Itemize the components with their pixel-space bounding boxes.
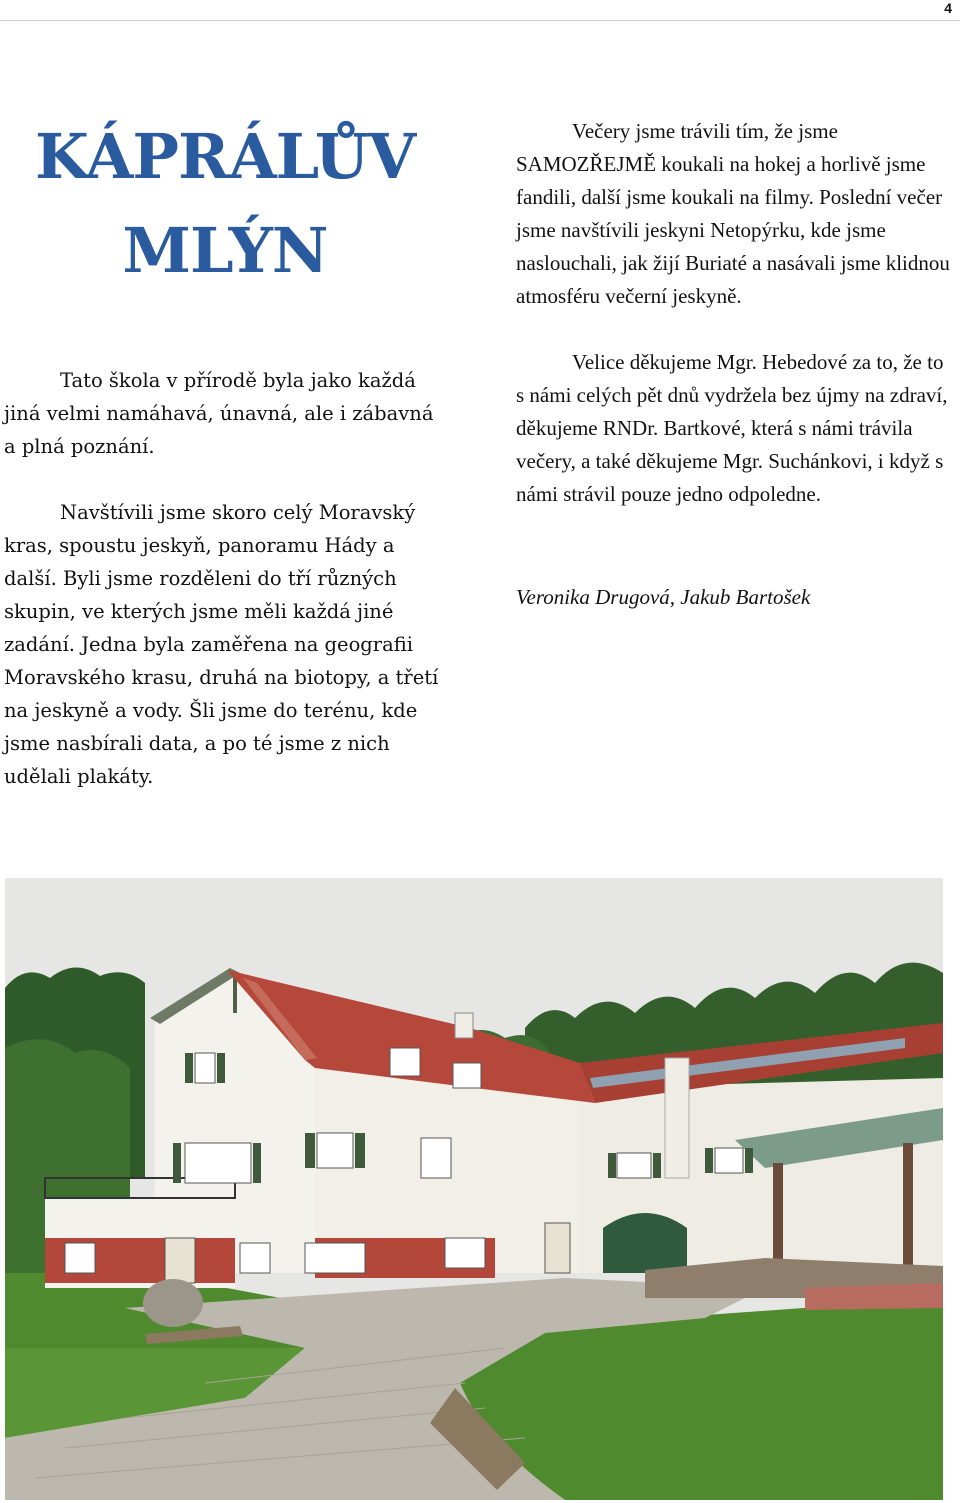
title-line-2: MLÝN	[122, 214, 328, 287]
title-line-1: KÁPRÁLŮV	[34, 120, 416, 193]
page-number: 4	[944, 0, 952, 16]
paragraph-evenings: Večery jsme trávili tím, že jsme SAMOZŘEJMĚ koukali na hokej a horlivě jsme fandili, další jsme koukali na filmy. Poslední večer jsme navštívili jeskyni Netopýrku, kde jsme naslouchali, jak žijí Buriaté a nasávali jsme klidnou atmosféru večerní jeskyně.	[516, 119, 950, 308]
mill-building-photo	[5, 878, 943, 1500]
author-signature: Veronika Drugová, Jakub Bartošek	[516, 585, 811, 609]
article-title	[20, 110, 430, 298]
paragraph-intro: Tato škola v přírodě byla jako každá jiná velmi namáhavá, únavná, ale i zábavná a plná poznání.	[4, 369, 434, 458]
paragraph-thanks: Velice děkujeme Mgr. Hebedové za to, že to s námi celých pět dnů vydržela bez újmy na zdraví, děkujeme RNDr. Bartkové, která s námi trávila večery, a také děkujeme Mgr. Suchánkovi, i když s námi strávil pouze jedno odpoledne.	[516, 350, 948, 506]
paragraph-excursions: Navštívili jsme skoro celý Moravský kras, spoustu jeskyň, panoramu Hády a další. Byli jsme rozděleni do tří různých skupin, ve kterých jsme měli každá jiné zadání. Jedna byla zaměřena na geografii Moravského krasu, druhá na biotopy, a třetí na jeskyně a vody. Šli jsme do terénu, kde jsme nasbírali data, a po té jsme z nich udělali plakáty.	[4, 501, 439, 788]
right-column	[516, 115, 956, 614]
photo-millstone	[143, 1279, 203, 1327]
photo-archway	[603, 1213, 687, 1273]
left-column	[4, 364, 444, 793]
header-rule	[0, 20, 960, 21]
